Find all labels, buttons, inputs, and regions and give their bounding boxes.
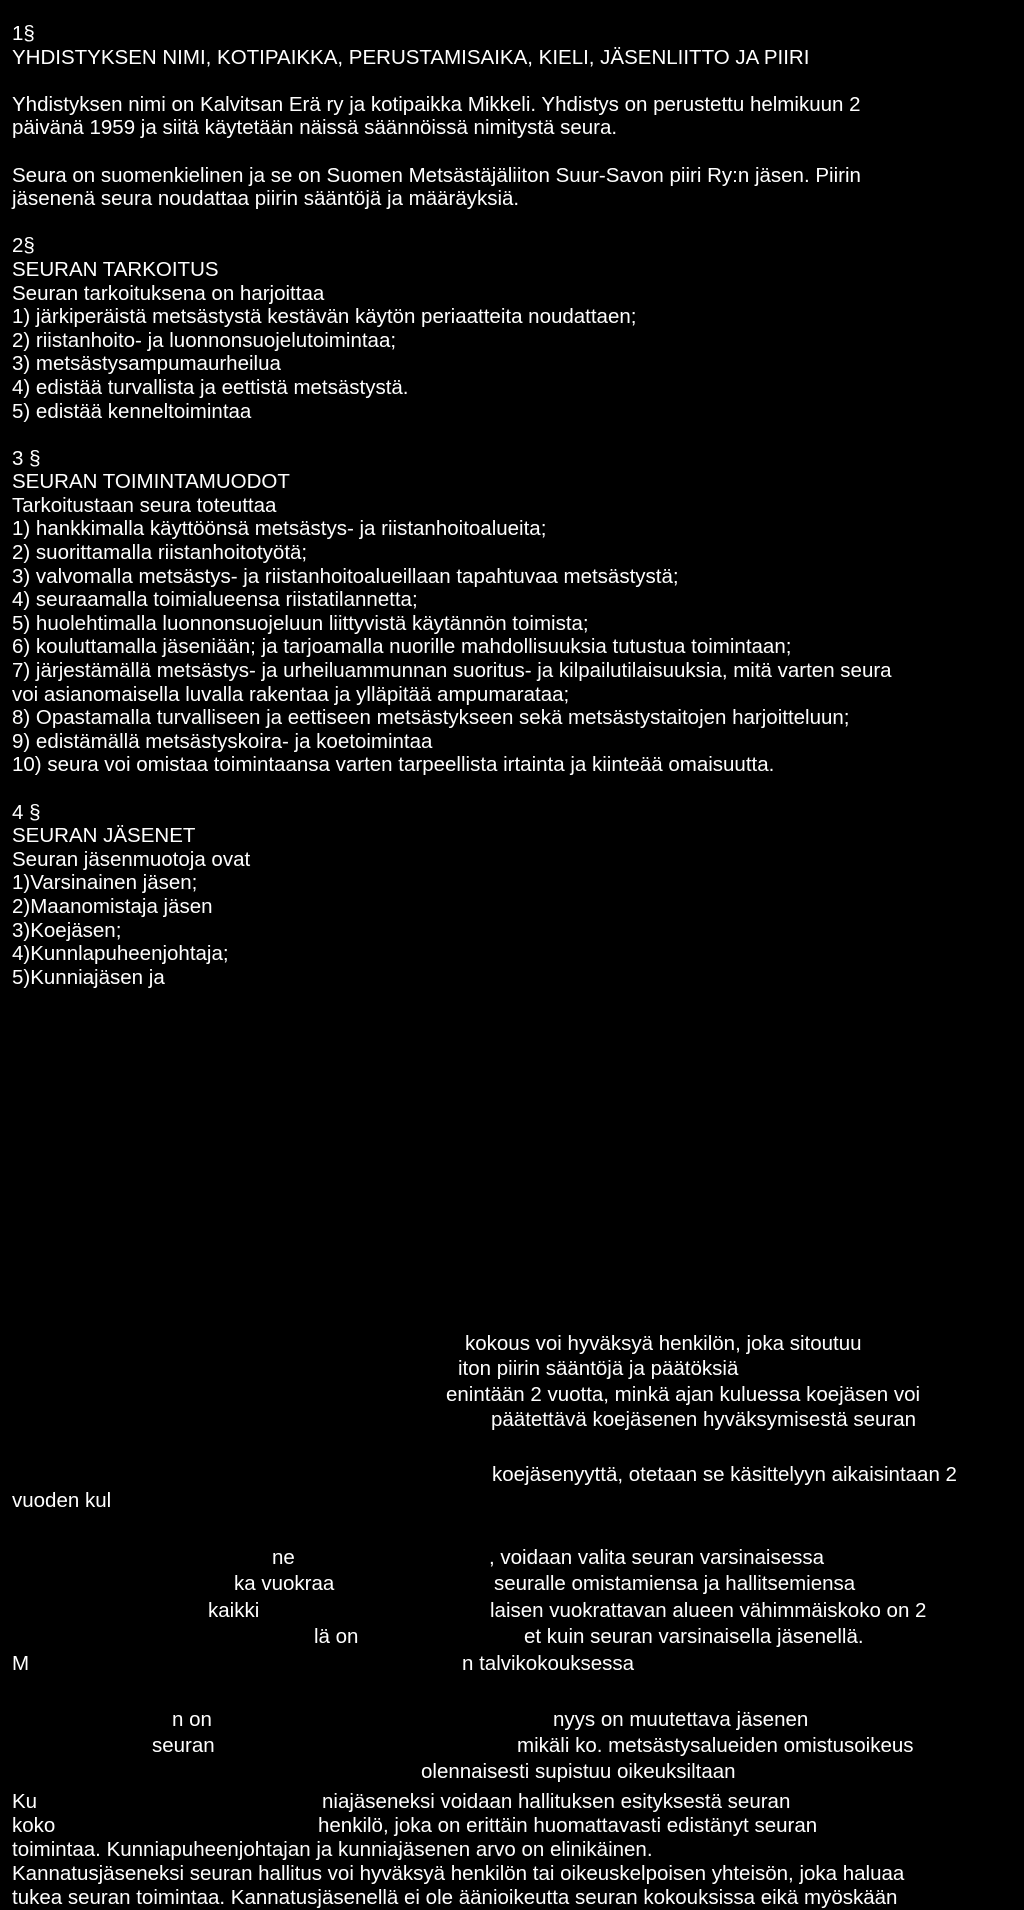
text-fragment: seuran [152, 1734, 215, 1757]
section-1-paragraph-2-line-1: Seura on suomenkielinen ja se on Suomen Metsästäjäliiton Suur-Savon piiri Ry:n jäsen. Piirin [12, 163, 861, 187]
section-3-heading: SEURAN TOIMINTAMUODOT [12, 470, 290, 494]
section-4-item: 3)Koejäsen; [12, 918, 122, 942]
text-fragment: ka vuokraa [234, 1572, 335, 1595]
text-fragment: seuralle omistamiensa ja hallitsemiensa [494, 1572, 856, 1595]
section-1-paragraph-1-line-1: Yhdistyksen nimi on Kalvitsan Erä ry ja kotipaikka Mikkeli. Yhdistys on perustettu helmikuun 2 [12, 92, 861, 116]
section-4-item: 1)Varsinainen jäsen; [12, 871, 198, 895]
section-1-heading: YHDISTYKSEN NIMI, KOTIPAIKKA, PERUSTAMISAIKA, KIELI, JÄSENLIITTO JA PIIRI [12, 45, 810, 69]
text-fragment: laisen vuokrattavan alueen vähimmäiskoko on 2 [490, 1599, 927, 1622]
section-3-item: 6) kouluttamalla jäseniään; ja tarjoamalla nuorille mahdollisuuksia tutustua toimintaan; [12, 635, 792, 659]
section-4-item: 2)Maanomistaja jäsen [12, 894, 213, 918]
text-fragment: n on [172, 1708, 212, 1731]
text-fragment: henkilö, joka on erittäin huomattavasti edistänyt seuran [318, 1814, 818, 1837]
text-fragment: et kuin seuran varsinaisella jäsenellä. [524, 1625, 864, 1648]
section-2-item: 1) järkiperäistä metsästystä kestävän käytön periaatteita noudattaen; [12, 305, 637, 329]
section-3-item: 3) valvomalla metsästys- ja riistanhoitoalueillaan tapahtuvaa metsästystä; [12, 564, 679, 588]
section-3-item: 2) suorittamalla riistanhoitotyötä; [12, 541, 308, 565]
text-fragment: , voidaan valita seuran varsinaisessa [489, 1546, 825, 1569]
text-fragment: päätettävä koejäsenen hyväksymisestä seuran [491, 1408, 917, 1431]
section-4-intro: Seuran jäsenmuotoja ovat [12, 847, 251, 871]
text-fragment: olennaisesti supistuu oikeuksiltaan [421, 1760, 736, 1783]
section-2-number: 2§ [12, 234, 35, 258]
closing-line-2: Kannatusjäseneksi seuran hallitus voi hyväksyä henkilön tai oikeuskelpoisen yhteisön, joka haluaa [12, 1862, 905, 1885]
section-2-heading: SEURAN TARKOITUS [12, 257, 219, 281]
section-4-item: 5)Kunniajäsen ja [12, 965, 165, 989]
section-4-heading: SEURAN JÄSENET [12, 824, 196, 848]
section-3-intro: Tarkoitustaan seura toteuttaa [12, 493, 277, 517]
section-3-item: voi asianomaisella luvalla rakentaa ja ylläpitää ampumarataa; [12, 682, 570, 706]
text-fragment: ne [272, 1546, 295, 1569]
section-2-item: 4) edistää turvallista ja eettistä metsästystä. [12, 375, 409, 399]
section-4-item: 4)Kunnlapuheenjohtaja; [12, 942, 229, 966]
text-fragment: n talvikokouksessa [462, 1652, 635, 1675]
section-2-intro: Seuran tarkoituksena on harjoittaa [12, 281, 325, 305]
closing-line-3: tukea seuran toimintaa. Kannatusjäsenellä ei ole äänioikeutta seuran kokouksissa eikä myöskään [12, 1886, 898, 1909]
text-fragment: enintään 2 vuotta, minkä ajan kuluessa koejäsen voi [446, 1383, 921, 1406]
section-3-item: 1) hankkimalla käyttöönsä metsästys- ja riistanhoitoalueita; [12, 517, 547, 541]
section-2-item: 5) edistää kenneltoimintaa [12, 399, 252, 423]
section-3-item: 5) huolehtimalla luonnonsuojeluun liittyvistä käytännön toimista; [12, 611, 589, 635]
text-fragment: M [12, 1652, 30, 1675]
section-1-paragraph-2-line-2: jäsenenä seura noudattaa piirin sääntöjä ja määräyksiä. [12, 187, 520, 211]
text-fragment: koko [12, 1814, 56, 1837]
text-fragment: mikäli ko. metsästysalueiden omistusoikeus [517, 1734, 914, 1757]
document-body [12, 22, 1017, 989]
section-3-item: 10) seura voi omistaa toimintaansa varten tarpeellista irtainta ja kiinteää omaisuutta. [12, 753, 775, 777]
text-fragment: niajäseneksi voidaan hallituksen esityksestä seuran [322, 1790, 791, 1813]
text-fragment: nyys on muutettava jäsenen [553, 1708, 809, 1731]
closing-line-1: toimintaa. Kunniapuheenjohtajan ja kunniajäsenen arvo on elinikäinen. [12, 1838, 653, 1861]
section-2-item: 3) metsästysampumaurheilua [12, 352, 281, 376]
section-4-number: 4 § [12, 800, 41, 824]
section-2-item: 2) riistanhoito- ja luonnonsuojelutoimintaa; [12, 328, 397, 352]
section-3-number: 3 § [12, 446, 41, 470]
section-3-item: 9) edistämällä metsästyskoira- ja koetoimintaa [12, 729, 433, 753]
text-fragment: iton piirin sääntöjä ja päätöksiä [458, 1357, 739, 1380]
text-fragment: kaikki [208, 1599, 260, 1622]
section-3-item: 7) järjestämällä metsästys- ja urheiluammunnan suoritus- ja kilpailutilaisuuksia, mitä varten seura [12, 659, 892, 683]
text-fragment: Ku [12, 1790, 38, 1813]
text-fragment: kokous voi hyväksyä henkilön, joka sitoutuu [465, 1332, 862, 1355]
text-fragment: vuoden kul [12, 1489, 112, 1512]
section-3-item: 4) seuraamalla toimialueensa riistatilannetta; [12, 588, 418, 612]
text-fragment: lä on [314, 1625, 359, 1648]
section-3-item: 8) Opastamalla turvalliseen ja eettiseen metsästykseen sekä metsästystaitojen harjoitteluun; [12, 706, 850, 730]
text-fragment: koejäsenyyttä, otetaan se käsittelyyn aikaisintaan 2 [492, 1463, 957, 1486]
section-1-paragraph-1-line-2: päivänä 1959 ja siitä käytetään näissä säännöissä nimitystä seura. [12, 116, 618, 140]
section-1-number: 1§ [12, 22, 35, 45]
